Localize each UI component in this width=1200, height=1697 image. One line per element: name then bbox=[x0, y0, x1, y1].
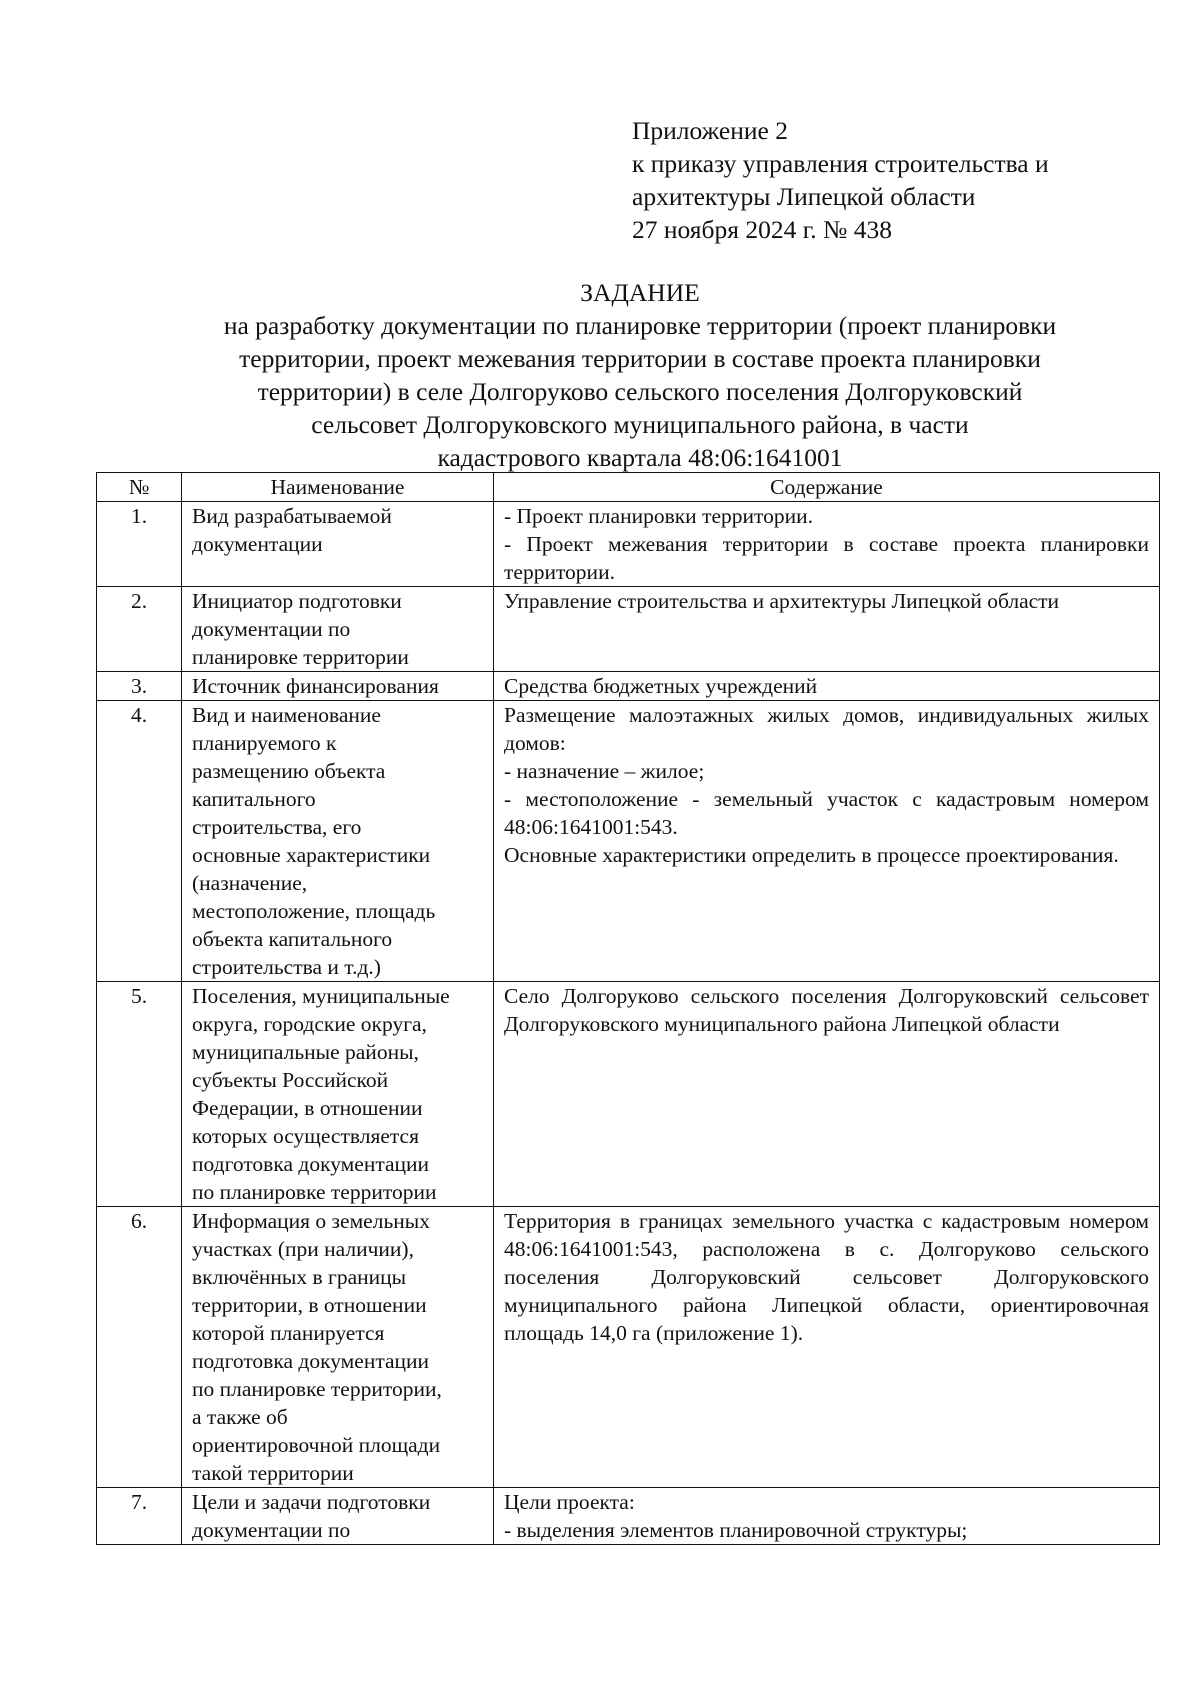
row-content bbox=[494, 587, 1160, 672]
row-content-paragraph: Территория в границах земельного участка с кадастровым номером 48:06:1641001:543, расположена в с. Долгоруково сельского поселения Долгоруковский сельсовет Долгоруковского муниципального района Липецкой области, ориентировочная площадь 14,0 га (приложение 1). bbox=[504, 1209, 1149, 1345]
row-name bbox=[182, 587, 494, 672]
appendix-line: 27 ноября 2024 г. № 438 bbox=[632, 215, 893, 244]
row-name-line: Федерации, в отношении bbox=[192, 1096, 423, 1120]
title-line: на разработку документации по планировке территории (проект планировки bbox=[223, 311, 1057, 340]
title-line: территории, проект межевания территории в составе проекта планировки bbox=[239, 344, 1041, 373]
row-name bbox=[182, 502, 494, 587]
title-line: сельсовет Долгоруковского муниципального района, в части bbox=[311, 410, 969, 439]
row-name-line: участках (при наличии), bbox=[192, 1237, 414, 1261]
row-name bbox=[182, 1207, 494, 1488]
row-name-line: муниципальные районы, bbox=[192, 1040, 419, 1064]
row-content-paragraph: Средства бюджетных учреждений bbox=[504, 674, 818, 698]
row-content bbox=[494, 672, 1160, 701]
row-name-line: Информация о земельных bbox=[192, 1209, 430, 1233]
row-name-line: а также об bbox=[192, 1405, 288, 1429]
row-content bbox=[494, 701, 1160, 982]
row-name-line: включённых в границы bbox=[192, 1265, 407, 1289]
title-line: кадастрового квартала 48:06:1641001 bbox=[437, 443, 843, 472]
appendix-line: архитектуры Липецкой области bbox=[632, 182, 976, 211]
table-header-row bbox=[97, 473, 1160, 502]
row-name-line: Вид разрабатываемой bbox=[192, 504, 392, 528]
row-content-paragraph: - Проект планировки территории. bbox=[504, 504, 814, 528]
row-name-line: которых осуществляется bbox=[192, 1124, 419, 1148]
title-line: территории) в селе Долгоруково сельского поселения Долгоруковский bbox=[257, 377, 1023, 406]
row-name-line: ориентировочной площади bbox=[192, 1433, 441, 1457]
row-content bbox=[494, 502, 1160, 587]
row-name-line: по планировке территории, bbox=[192, 1377, 442, 1401]
row-name-line: субъекты Российской bbox=[192, 1068, 389, 1092]
row-content-paragraph: Село Долгоруково сельского поселения Долгоруковский сельсовет Долгоруковского муниципального района Липецкой области bbox=[504, 984, 1149, 1036]
row-name-line: (назначение, bbox=[192, 871, 308, 895]
row-name bbox=[182, 1488, 494, 1545]
row-name-line: подготовка документации bbox=[192, 1349, 430, 1373]
header-number: № bbox=[97, 473, 182, 502]
table-body bbox=[97, 502, 1160, 1545]
row-content-paragraph: - выделения элементов планировочной структуры; bbox=[504, 1518, 968, 1542]
row-number: 3. bbox=[97, 672, 182, 701]
table-row bbox=[97, 982, 1160, 1207]
row-name-line: округа, городские округа, bbox=[192, 1012, 427, 1036]
appendix-line: Приложение 2 bbox=[632, 116, 788, 145]
row-number: 5. bbox=[97, 982, 182, 1207]
row-name-line: подготовка документации bbox=[192, 1152, 430, 1176]
row-name-line: основные характеристики bbox=[192, 843, 431, 867]
row-content bbox=[494, 982, 1160, 1207]
row-name-line: капитального bbox=[192, 787, 316, 811]
header-content: Содержание bbox=[494, 473, 1160, 502]
row-name-line: документации bbox=[192, 532, 323, 556]
row-name-line: документации по bbox=[192, 617, 351, 641]
row-name-line: строительства, его bbox=[192, 815, 362, 839]
row-name-line: местоположение, площадь bbox=[192, 899, 436, 923]
row-content-paragraph: Цели проекта: bbox=[504, 1490, 635, 1514]
row-name-line: Цели и задачи подготовки bbox=[192, 1490, 431, 1514]
row-name-line: территории, в отношении bbox=[192, 1293, 427, 1317]
row-content-paragraph: - Проект межевания территории в составе проекта планировки территории. bbox=[504, 532, 1149, 584]
row-name-line: по планировке территории bbox=[192, 1180, 437, 1204]
row-content-paragraph: - назначение – жилое; bbox=[504, 759, 705, 783]
appendix-line: к приказу управления строительства и bbox=[632, 149, 1049, 178]
appendix-header bbox=[632, 114, 1049, 246]
row-name-line: Поселения, муниципальные bbox=[192, 984, 450, 1008]
row-name-line: документации по bbox=[192, 1518, 351, 1542]
row-name-line: Источник финансирования bbox=[192, 674, 439, 698]
row-content-paragraph: Управление строительства и архитектуры Липецкой области bbox=[504, 589, 1060, 613]
row-number: 6. bbox=[97, 1207, 182, 1488]
row-name-line: планировке территории bbox=[192, 645, 409, 669]
row-content-paragraph: Размещение малоэтажных жилых домов, индивидуальных жилых домов: bbox=[504, 703, 1149, 755]
row-content bbox=[494, 1488, 1160, 1545]
table-row bbox=[97, 502, 1160, 587]
table-row bbox=[97, 701, 1160, 982]
row-content-paragraph: - местоположение - земельный участок с кадастровым номером 48:06:1641001:543. bbox=[504, 787, 1149, 839]
table-row bbox=[97, 1207, 1160, 1488]
row-content bbox=[494, 1207, 1160, 1488]
row-number: 2. bbox=[97, 587, 182, 672]
table-row bbox=[97, 672, 1160, 701]
row-name-line: объекта капитального bbox=[192, 927, 393, 951]
row-name bbox=[182, 982, 494, 1207]
row-number: 1. bbox=[97, 502, 182, 587]
row-name bbox=[182, 672, 494, 701]
row-name-line: размещению объекта bbox=[192, 759, 386, 783]
row-name-line: которой планируется bbox=[192, 1321, 385, 1345]
row-number: 4. bbox=[97, 701, 182, 982]
row-name-line: такой территории bbox=[192, 1461, 354, 1485]
row-name bbox=[182, 701, 494, 982]
row-content-paragraph: Основные характеристики определить в процессе проектирования. bbox=[504, 843, 1119, 867]
row-number: 7. bbox=[97, 1488, 182, 1545]
row-name-line: Вид и наименование bbox=[192, 703, 381, 727]
row-name-line: Инициатор подготовки bbox=[192, 589, 402, 613]
table-row bbox=[97, 1488, 1160, 1545]
row-name-line: планируемого к bbox=[192, 731, 337, 755]
title-heading: ЗАДАНИЕ bbox=[580, 278, 700, 307]
document-title bbox=[100, 276, 1180, 474]
table-row bbox=[97, 587, 1160, 672]
row-name-line: строительства и т.д.) bbox=[192, 955, 381, 979]
task-table bbox=[96, 472, 1160, 1545]
header-name: Наименование bbox=[182, 473, 494, 502]
